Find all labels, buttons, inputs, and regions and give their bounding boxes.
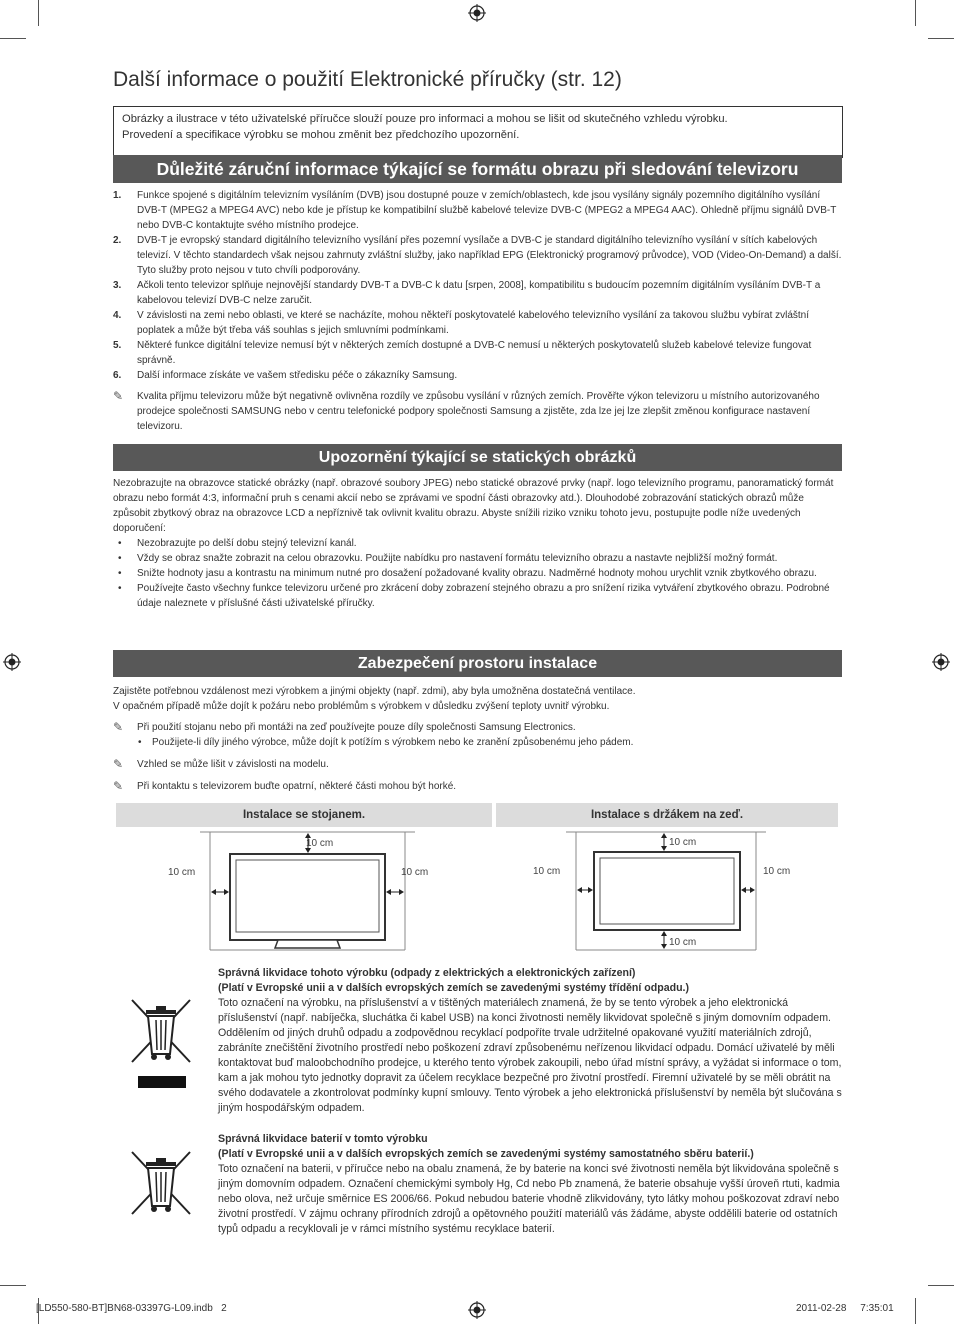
list-text: DVB-T je evropský standard digitálního televizního vysílání přes pozemní vysílače a DVB-C je standard digitálního televizního vysílání v sítích kabelových televizí. V těchto standardech však nejsou zahrnuty zvláštní služby, jako například EPG (Elektronický programový průvodce), VOD (Video-On-Demand) a další. Tyto služby proto nejsou v tuto chvíli podporovány. [137, 235, 842, 276]
crop-mark [928, 1285, 954, 1286]
crop-mark [38, 0, 39, 26]
warranty-note [113, 389, 843, 434]
dimension-label: 10 cm [763, 866, 791, 877]
list-item: • Používejte často všechny funkce televizoru určené pro zkrácení doby zobrazení stejného obrazu a pro snížení rizika vytváření zbytkového obrazu. Podrobné údaje naleznete v příslušné části uživatelské příručky. [118, 583, 830, 609]
crop-mark [928, 38, 954, 39]
registration-mark-icon [3, 653, 21, 671]
list-item: • Vždy se obraz snažte zobrazit na celou obrazovku. Použijte nabídku pro nastavení formátu televizního obrazu a nastavte nejbližší možný formát. [118, 553, 778, 564]
list-text: Některé funkce digitální televize nemusí být v některých zemích dostupné a DVB-C nemusí u některých poskytovatelů služeb kabelové televize fungovat správně. [137, 340, 812, 366]
disposal-subtitle: (Platí v Evropské unii a v dalších evropských zemích se zavedenými systémy třídění odpadu.) [218, 982, 690, 994]
list-text: Ačkoli tento televizor splňuje nejnovější standardy DVB-T a DVB-C k datu [srpen, 2008], kompatibilitu s budoucím pozemním digitálním vysíláním DVB-T a kabelovou televizí DVB-C nelze zaručit. [137, 280, 821, 306]
note-text: Při kontaktu s televizorem buďte opatrní, některé části mohou být horké. [137, 781, 457, 792]
dimension-label: 10 cm [168, 867, 196, 878]
bullet-text: Použijete-li díly jiného výrobce, může dojít k potížím s výrobkem nebo ke zranění způsobenému jeho pádem. [152, 737, 634, 748]
disposal-title: Správná likvidace baterií v tomto výrobku [218, 1133, 428, 1145]
list-item [113, 338, 843, 368]
list-number: 1. [113, 190, 122, 201]
intro-line: Obrázky a ilustrace v této uživatelské příručce slouží pouze pro informaci a mohou se lišit od skutečného vzhledu výrobku. [122, 113, 728, 125]
list-item [113, 188, 843, 233]
bullet-text: Používejte často všechny funkce televizoru určené pro zkrácení doby zobrazení stejného obrazu a pro snížení rizika vytváření zbytkového obrazu. Podrobné údaje naleznete v příslušné části uživatelské příručky. [137, 583, 830, 609]
note-text: Při použití stojanu nebo při montáži na zeď používejte pouze díly společnosti Samsung Electronics. [137, 722, 576, 733]
list-item: • Použijete-li díly jiného výrobce, může dojít k potížím s výrobkem nebo ke zranění způsobenému jeho pádem. [138, 737, 634, 748]
list-item [113, 368, 843, 383]
list-number: 6. [113, 370, 122, 381]
note-text: Vzhled se může lišit v závislosti na modelu. [137, 759, 329, 770]
static-images-content [113, 476, 843, 611]
section-heading-static-images: Upozornění týkající se statických obrázků [113, 444, 842, 471]
installation-line: V opačném případě může dojít k požáru nebo problémům s výrobkem v důsledku zvýšení teploty uvnitř výrobku. [113, 701, 610, 712]
intro-notice-box [113, 106, 843, 158]
disposal-body: Toto označení na baterii, v příručce nebo na obalu znamená, že by baterie na konci své životnosti neměla být likvidována společně s jiným domovním odpadem. Označení chemickými symboly Hg, Cd nebo Pb znamená, že baterie obsahuje vyšší úroveň rtuti, kadmia nebo olova, než určuje směrnice ES 2006/66. Pokud nebudou baterie vhodně zlikvidovány, tyto látky mohou poškozovat zdraví nebo životní prostředí. V zájmu ochrany přírodních zdrojů a opětovného použití materiálů vás žádáme, abyste oddělili baterie od ostatních typů odpadu a recyklovali je v rámci místního systému recyklace baterií. [218, 1163, 840, 1235]
crop-mark [915, 1298, 916, 1324]
bullet-text: Nezobrazujte po delší dobu stejný televizní kanál. [137, 538, 357, 549]
warranty-list [113, 188, 843, 434]
note-text: Kvalita příjmu televizoru může být negativně ovlivněna rozdíly ve způsobu vysílání v různých zemích. Prověřte výkon televizoru u místního autorizovaného prodejce společnosti SAMSUNG nebo v centru telefonické podpory společnosti Samsung a zjistěte, zda lze jej lze zlepšit změnou konfigurace nastavení televizoru. [137, 391, 820, 432]
crop-mark [915, 0, 916, 26]
list-item: • Snižte hodnoty jasu a kontrastu na minimum nutné pro dosažení požadované kvality obrazu. Nadměrné hodnoty mohou urychlit vznik zbytkového obrazu. [118, 568, 817, 579]
list-number: 2. [113, 235, 122, 246]
pencil-note-icon: ✎ [113, 389, 124, 403]
dimension-label: 10 cm [669, 837, 697, 848]
list-number: 3. [113, 280, 122, 291]
static-images-paragraph: Nezobrazujte na obrazovce statické obrázky (např. obrazové soubory JPEG) nebo statické obrazové prvky (např. logo televizního programu, panoramatický formát obrazu nebo formát 4:3, informační pruh s cenami akcií nebo se zprávami ve spodní části obrazovky atd.). Dlouhodobé zobrazování statických obrazů může způsobit zbytkový obraz na obrazovce LCD a nepříznivě tak ovlivnit kvalitu obrazu. Abyste snížili riziko vzniku tohoto jevu, postupujte podle níže uvedených doporučení: [113, 478, 834, 534]
crossed-bin-icon [128, 996, 194, 1092]
list-number: 5. [113, 340, 122, 351]
pencil-note-icon: ✎ [113, 720, 124, 734]
wall-installation-diagram [566, 830, 766, 952]
pencil-note-icon: ✎ [113, 757, 124, 771]
bullet-text: Snižte hodnoty jasu a kontrastu na minimum nutné pro dosažení požadované kvality obrazu. Nadměrné hodnoty mohou urychlit vznik zbytkového obrazu. [137, 568, 817, 579]
list-text: Další informace získáte ve vašem středisku péče o zákazníky Samsung. [137, 370, 458, 381]
static-images-bullets [113, 536, 843, 611]
crossed-bin-icon [128, 1148, 194, 1218]
crop-mark [0, 38, 26, 39]
footer-file-info: [LD550-580-BT]BN68-03397G-L09.indb 2 [36, 1303, 227, 1314]
registration-mark-icon [932, 653, 950, 671]
installation-line: Zajistěte potřebnou vzdálenost mezi výrobkem a jinými objekty (např. zdmi), aby byla umožněna dostatečná ventilace. [113, 686, 636, 697]
registration-mark-icon [468, 4, 486, 22]
dimension-label: 10 cm [401, 867, 429, 878]
dimension-label: 10 cm [306, 838, 334, 849]
list-item [113, 278, 843, 308]
section-heading-warranty: Důležité záruční informace týkající se formátu obrazu při sledování televizoru [113, 155, 842, 183]
wall-installation-label: Instalace s držákem na zeď. [496, 803, 838, 827]
disposal-product-section [218, 966, 842, 1116]
list-text: V závislosti na zemi nebo oblasti, ve které se nacházíte, mohou někteří poskytovatelé kabelového televizního vysílání za takovou službu vybírat zvláštní poplatek a může být třeba váš souhlas s jejich smluvními podmínkami. [137, 310, 810, 336]
list-number: 4. [113, 310, 122, 321]
list-item: • Nezobrazujte po delší dobu stejný televizní kanál. [118, 538, 357, 549]
dimension-label: 10 cm [669, 937, 697, 948]
registration-mark-icon [468, 1301, 486, 1319]
installation-note [113, 779, 843, 794]
disposal-title: Správná likvidace tohoto výrobku (odpady z elektrických a elektronických zařízení) [218, 967, 636, 979]
list-item [113, 233, 843, 278]
disposal-battery-section [218, 1132, 842, 1237]
section-heading-installation: Zabezpečení prostoru instalace [113, 650, 842, 677]
footer-timestamp: 2011-02-28 7:35:01 [796, 1303, 894, 1314]
installation-note [113, 757, 843, 772]
bullet-text: Vždy se obraz snažte zobrazit na celou obrazovku. Použijte nabídku pro nastavení formátu televizního obrazu a nastavte nejbližší možný formát. [137, 553, 778, 564]
crop-mark [0, 1285, 26, 1286]
disposal-subtitle: (Platí v Evropské unii a v dalších evropských zemích se zavedenými systémy samostatného sběru baterií.) [218, 1148, 754, 1160]
page-title: Další informace o použití Elektronické příručky (str. 12) [113, 68, 622, 91]
list-item [113, 308, 843, 338]
list-text: Funkce spojené s digitálním televizním vysíláním (DVB) jsou dostupné pouze v zemích/oblastech, kde jsou vysílány signály pozemního digitálního vysílání DVB-T (MPEG2 a MPEG4 AVC) nebo kde je přístup ke kompatibilní službě kabelové televize DVB-C (MPEG2 a MPEG4 AAC). Ohledně příjmu signálů DVB-T nebo DVB-C kontaktujte svého místního prodejce. [137, 190, 837, 231]
installation-content [113, 684, 843, 794]
installation-note [113, 720, 843, 735]
intro-line: Provedení a specifikace výrobku se mohou změnit bez předchozího upozornění. [122, 129, 520, 141]
stand-installation-label: Instalace se stojanem. [116, 803, 492, 827]
disposal-body: Toto označení na výrobku, na příslušenství a v tištěných materiálech znamená, že by se tento výrobek a jeho elektronická příslušenství (např. nabíječka, sluchátka či kabel USB) na konci životnosti neměly likvidovat společně s jiným domovním odpadem. Oddělením od jiných druhů odpadu a zodpovědnou recyklací podpoříte trvale udržitelné opakované využití materiálních zdrojů, zabráníte znečištění životního prostředí nebo poškození zdraví způsobenému neřízenou likvidací odpadu. Domácí uživatelé by měli kontaktovat buď maloobchodního prodejce, u kterého tento výrobek zakoupili, nebo úřad místní správy, a vyžádat si informace o tom, kam a jak mohou tyto jednotky dopravit za účelem recyklace bezpečné pro životní prostředí. Firemní uživatelé by se měli obrátit na svého dodavatele a zkontrolovat podmínky kupní smlouvy. Tento výrobek a jeho elektronická příslušenství by neměla být slučována s jiným hospodářským odpadem. [218, 997, 842, 1114]
pencil-note-icon: ✎ [113, 779, 124, 793]
dimension-label: 10 cm [533, 866, 561, 877]
